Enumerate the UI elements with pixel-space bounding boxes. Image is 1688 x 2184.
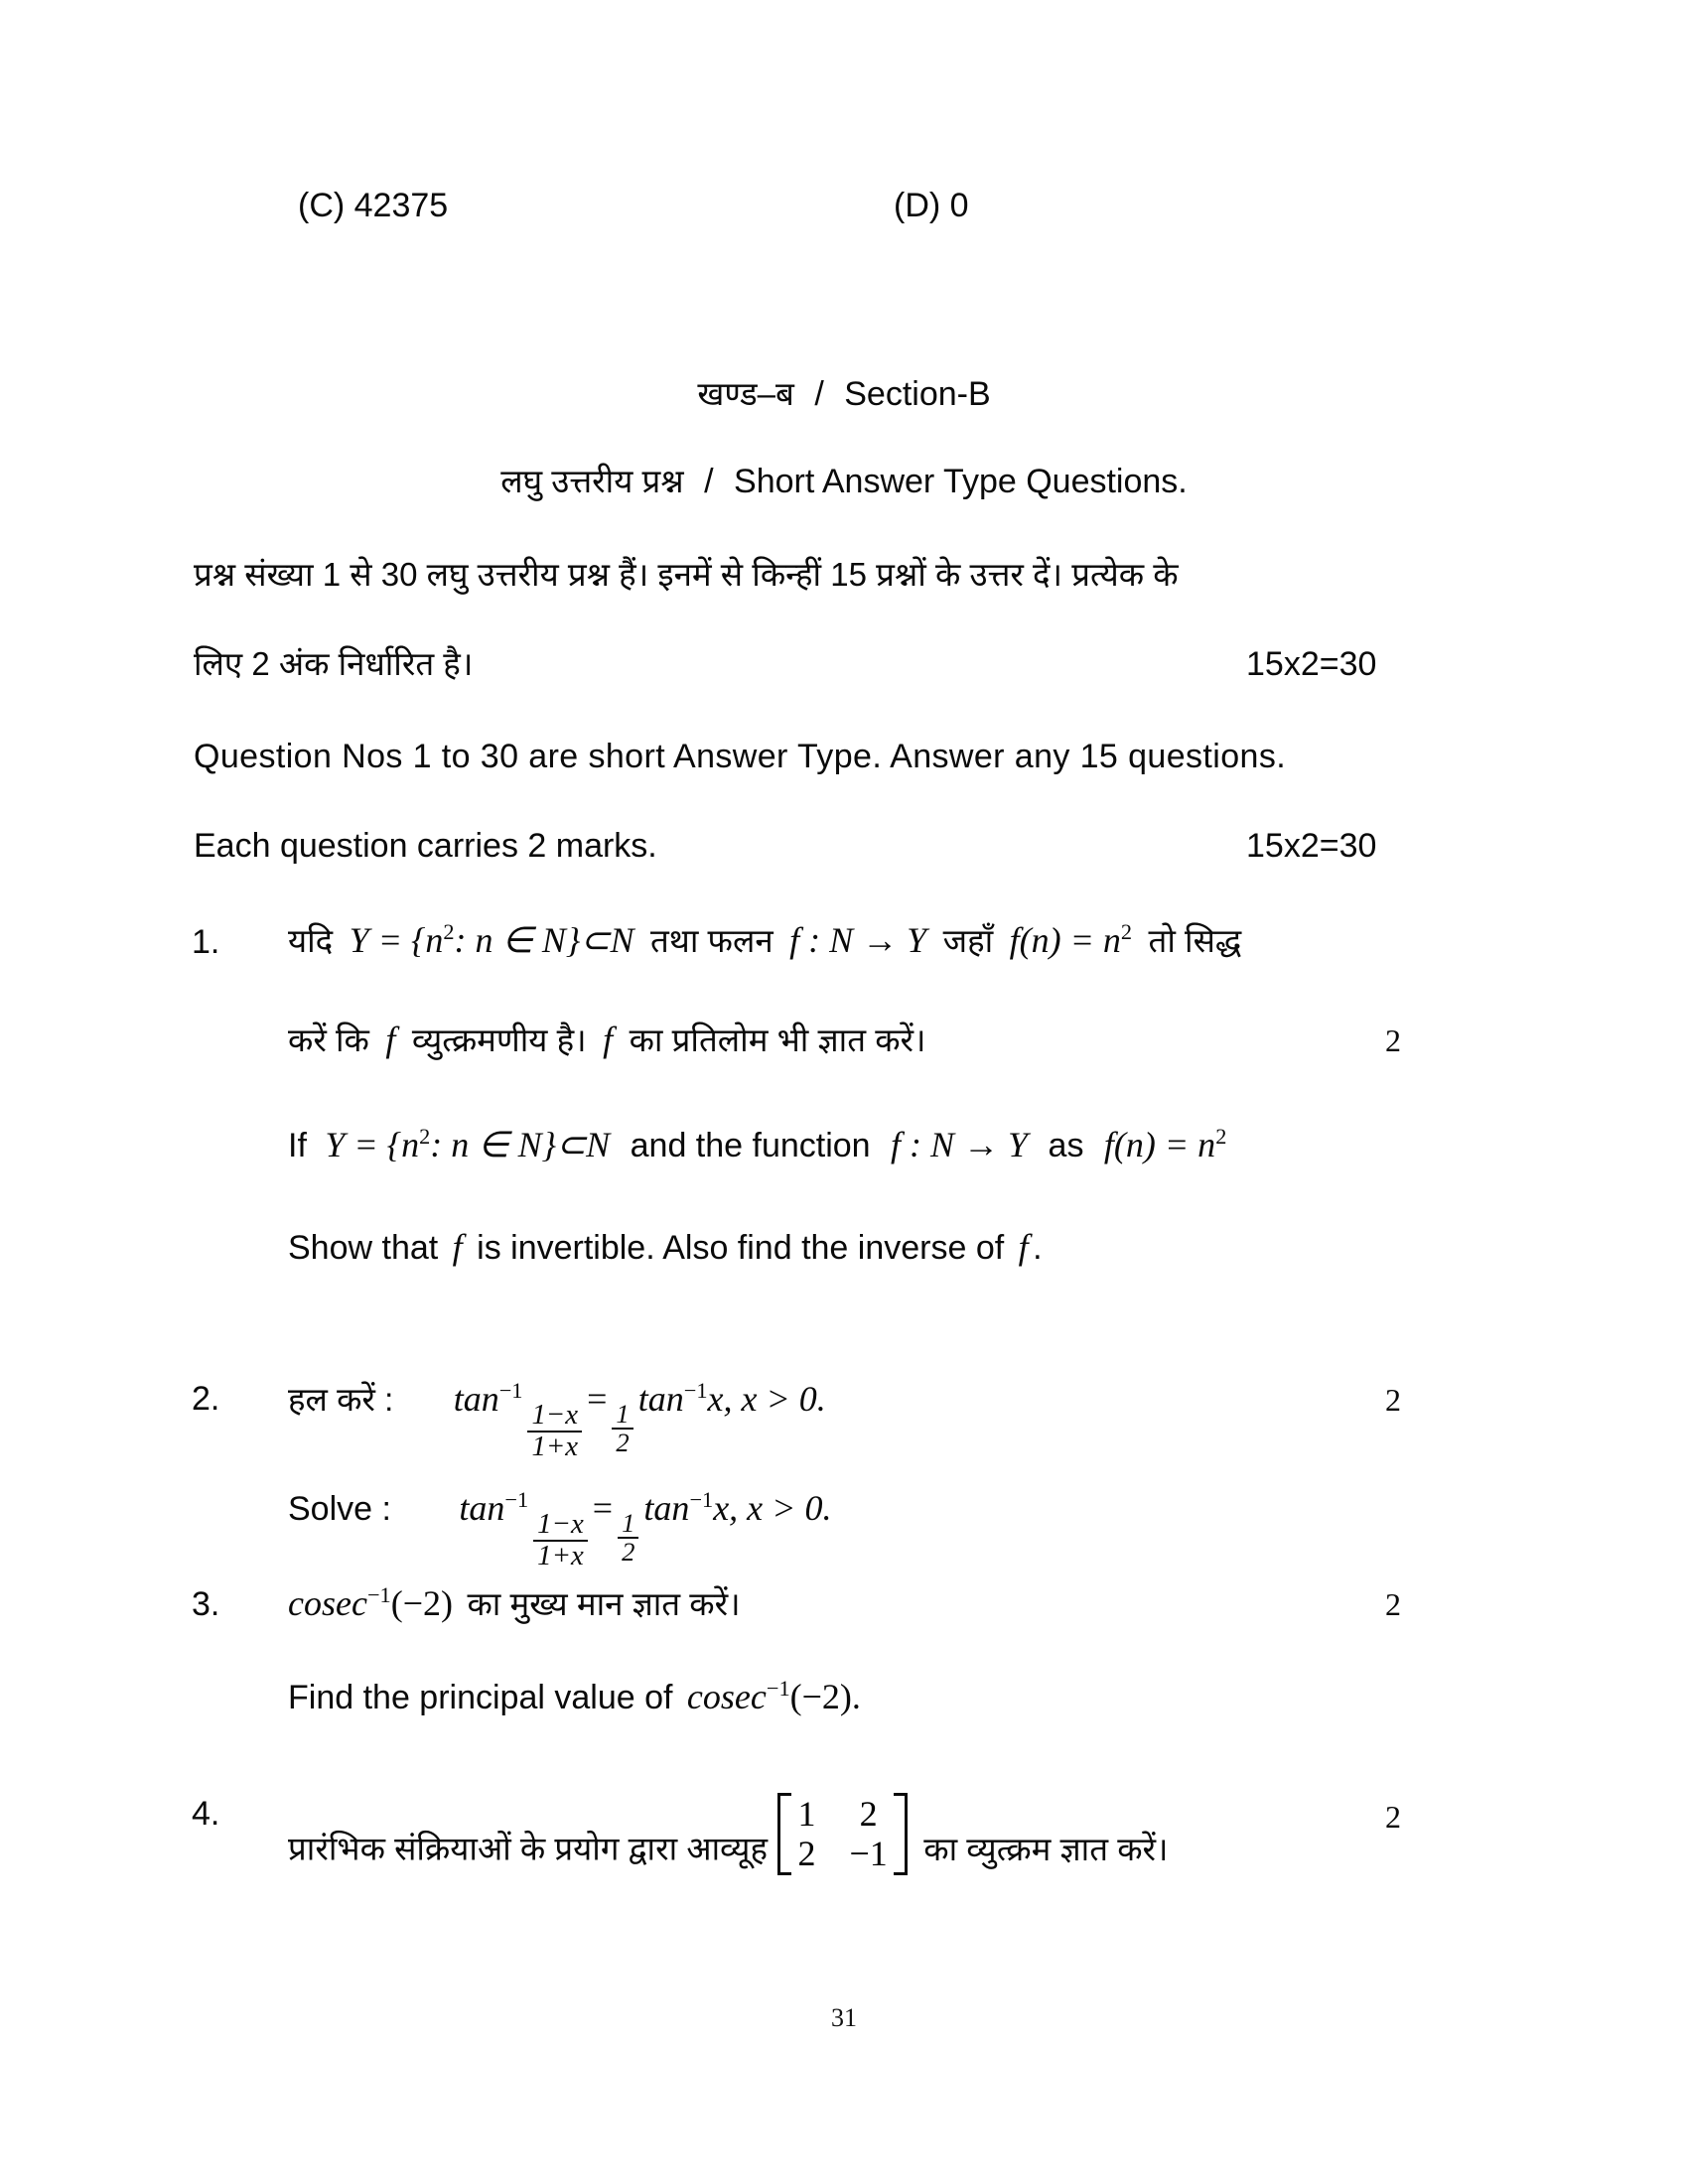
q1-en2-text-a: Show that: [288, 1229, 439, 1267]
q3-hi-math: cosec$^{-1}$(−2): [288, 1582, 453, 1623]
instruction-english-line-2: [194, 829, 657, 863]
question-3-english-line: [288, 1676, 861, 1717]
q1-hi-math-1: $Y = \{n^2$: n ∈ N}⊂N: [349, 919, 634, 960]
question-3-marks: 2: [1385, 1586, 1401, 1622]
instruction-hindi-line-2: [194, 647, 473, 680]
matrix-cell-r1c2: 2: [859, 1794, 878, 1834]
section-heading-english: Section-B: [844, 375, 991, 413]
subtype-hindi: लघु उत्तरीय प्रश्न: [500, 463, 684, 499]
q1-hi2-math-1: f: [385, 1020, 396, 1059]
option-d: (D) 0: [894, 187, 969, 224]
q1-hi2-math-2: f: [603, 1020, 614, 1059]
instruction-english-marks: [1246, 829, 1376, 863]
question-3-number: 3.: [192, 1585, 220, 1623]
q1-hi2-text-a: करें कि: [288, 1022, 369, 1058]
matrix-cell-r2c2: −1: [849, 1834, 888, 1874]
q1-hi2-text-c: का प्रतिलोम भी ज्ञात करें।: [629, 1022, 926, 1058]
q1-hi2-text-b: व्युत्क्रमणीय है।: [411, 1022, 587, 1058]
q1-hi-text-b: तथा फलन: [649, 922, 774, 959]
question-1-hindi-line-1: [288, 919, 1241, 961]
question-1-english-line-2: [288, 1226, 1043, 1268]
option-c: (C) 42375: [298, 187, 449, 224]
q1-hi-text-d: तो सिद्ध: [1148, 922, 1242, 959]
matrix-left-bracket: [777, 1793, 791, 1875]
matrix-right-bracket: [894, 1793, 908, 1875]
q1-en2-text-c: .: [1033, 1229, 1043, 1267]
instruction-hindi-marks: [1246, 647, 1376, 681]
instruction-hindi-text-2: लिए 2 अंक निर्धारित है।: [194, 645, 474, 682]
q3-en-math: cosec$^{-1}$(−2).: [686, 1676, 861, 1716]
question-2-english-line: [288, 1487, 831, 1570]
q3-en-text: Find the principal value of: [288, 1679, 673, 1716]
question-4-marks: 2: [1385, 1799, 1401, 1835]
question-2-hindi-line: [288, 1378, 826, 1461]
instruction-hindi-line-1: [194, 558, 1179, 591]
q1-hi-text-a: यदि: [288, 922, 334, 959]
question-1-hindi-line-2: [288, 1019, 926, 1060]
q3-hi-text: का मुख्य मान ज्ञात करें।: [467, 1585, 741, 1622]
instruction-hindi-text-1: प्रश्न संख्या 1 से 30 लघु उत्तरीय प्रश्न हैं। इनमें से किन्हीं 15 प्रश्नों के उत्तर दें। प्रत्येक के: [194, 556, 1179, 593]
instruction-hindi-marks-text: 15x2=30: [1246, 645, 1377, 683]
instruction-english-text-1: Question Nos 1 to 30 are short Answer Type. Answer any 15 questions.: [194, 738, 1287, 775]
section-heading-separator: /: [814, 375, 824, 413]
q1-en-text-b: and the function: [630, 1127, 871, 1164]
q1-hi-math-2: f : N → Y: [789, 920, 927, 960]
matrix-cell-r2c1: 2: [797, 1834, 816, 1874]
q1-hi-math-3: $f(n) = n^2$: [1009, 919, 1133, 960]
q1-en2-math-1: f: [452, 1227, 463, 1267]
section-heading: [0, 377, 1688, 411]
matrix-cell-r1c1: 1: [797, 1794, 816, 1834]
q4-hi-text-b: का व्युत्क्रम ज्ञात करें।: [923, 1830, 1169, 1867]
q2-en-formula: $\tan^{-1}$ $\frac{1-x}{1+x}$ = $\frac{1}{2}$ $\tan^{-1}x$, x > 0.: [459, 1487, 832, 1571]
question-1-marks: 2: [1385, 1023, 1401, 1058]
q1-en-math-3: $f(n) = n^2$: [1103, 1124, 1227, 1164]
question-4-number: 4.: [192, 1795, 220, 1833]
q1-hi-text-c: जहाँ: [942, 922, 994, 959]
instruction-english-marks-text: 15x2=30: [1246, 827, 1377, 865]
q2-en-label: Solve :: [288, 1490, 391, 1528]
question-2-number: 2.: [192, 1380, 220, 1418]
q2-hi-formula: $\tan^{-1}$ $\frac{1-x}{1+x}$ = $\frac{1}{2}$ $\tan^{-1}x$, x > 0.: [453, 1378, 826, 1462]
question-4-hindi-line: [288, 1793, 1169, 1875]
question-1-english-line-1: [288, 1124, 1226, 1165]
section-subtype-heading: [0, 465, 1688, 498]
q4-matrix: [777, 1793, 907, 1875]
question-1-number: 1.: [192, 923, 220, 961]
q1-en-math-2: f : N → Y: [891, 1125, 1029, 1164]
subtype-separator: /: [704, 463, 714, 500]
q1-en2-text-b: is invertible. Also find the inverse of: [477, 1229, 1005, 1267]
section-heading-hindi: खण्ड–ब: [697, 375, 794, 412]
q4-hi-text-a: प्रारंभिक संक्रियाओं के प्रयोग द्वारा आव्यूह: [288, 1830, 768, 1867]
subtype-english: Short Answer Type Questions.: [734, 463, 1188, 500]
question-2-marks: 2: [1385, 1382, 1401, 1418]
q1-en-text-c: as: [1048, 1127, 1084, 1164]
instruction-english-line-1: [194, 740, 1286, 773]
q1-en-math-1: $Y = \{n^2$: n ∈ N}⊂N: [325, 1124, 611, 1164]
page-number: 31: [831, 2003, 857, 2032]
instruction-english-text-2: Each question carries 2 marks.: [194, 827, 657, 865]
q1-en2-math-2: f: [1018, 1227, 1029, 1267]
q2-hi-label: हल करें :: [288, 1381, 394, 1418]
q1-en-text-a: If: [288, 1127, 307, 1164]
question-3-hindi-line: [288, 1582, 741, 1624]
